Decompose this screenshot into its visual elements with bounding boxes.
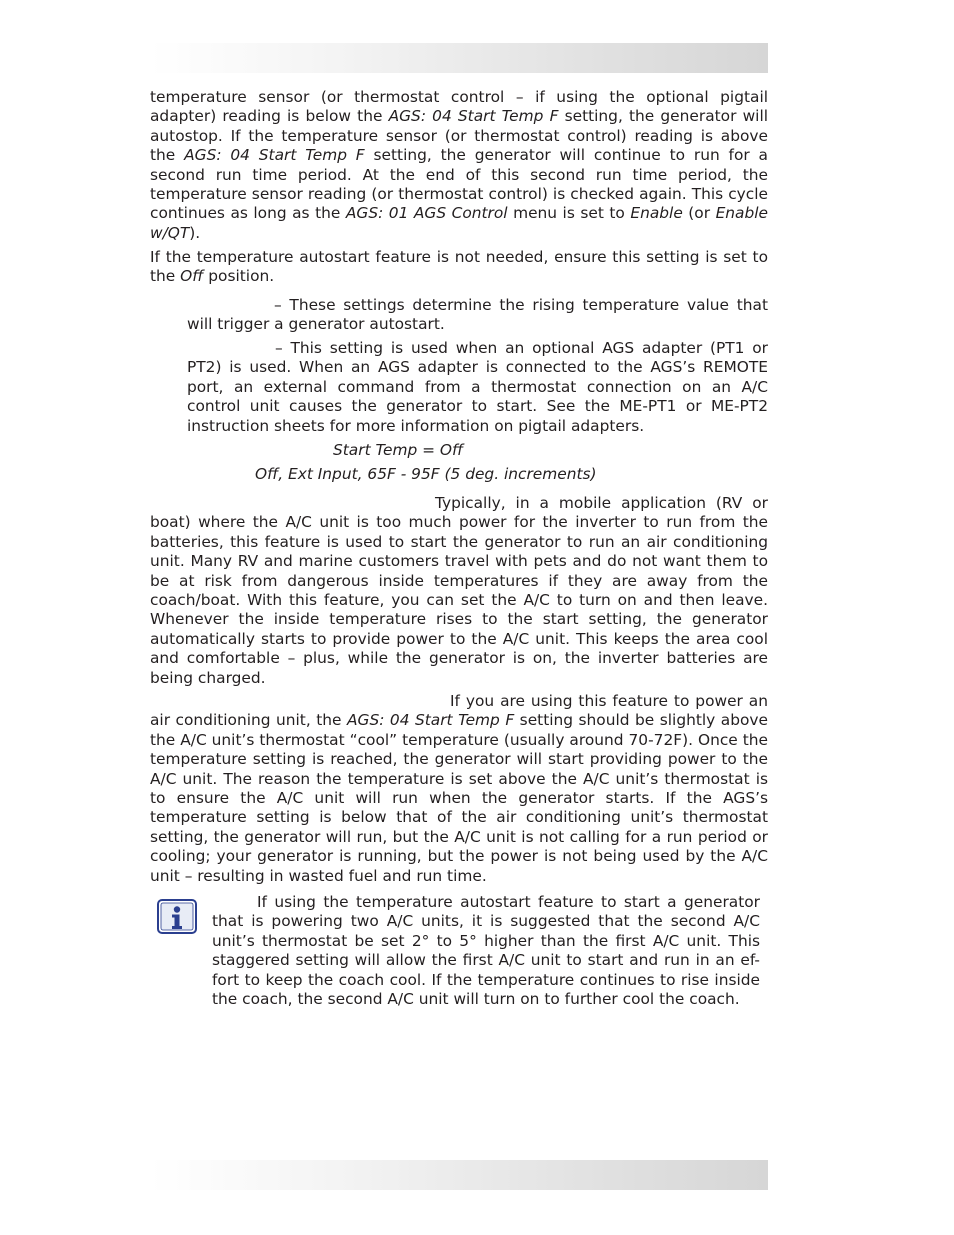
info-note xyxy=(212,893,760,1009)
menu-ref: AGS: 04 Start Temp F xyxy=(346,711,515,730)
paragraph-temp-cycle xyxy=(150,88,768,243)
bullet-text: – These settings determine the rising temperature value that will trigger a generator autostart. xyxy=(187,296,768,334)
menu-ref: AGS: 01 AGS Control xyxy=(345,204,508,223)
bullet-ext-input xyxy=(187,339,768,436)
setting-ref: Enable xyxy=(630,204,683,223)
setting-ref: Enable w/QT xyxy=(150,204,768,242)
text: Typically, in a mobile application (RV or boat) where the A/C unit is too much power for the inverter to run from the batteries, this feature is used to start the generator to run an air conditioning unit. Many RV and marine customers travel with pets and do not want them to be at risk from dangerous inside temperatures if they are away from the coach/boat. With this feature, you can set the A/C to turn on and then leave. Whenever the inside temperature rises to the start setting, the generator automatically starts to provide power to the A/C unit. This keeps the area cool and comfortable – plus, while the generator is on, the inverter batteries are being charged. xyxy=(150,494,768,687)
note-text: If using the temperature autostart feature to start a generator that is powering two A/C units, it is suggested that the second A/C unit’s thermostat be set 2° to 5° higher than the first A/C unit. This staggered setting will allow the first A/C unit to start and run in an ef-fort to keep the coach cool. If the temperature continues to rise inside the coach, the second A/C unit will turn on to further cool the coach. xyxy=(212,893,760,1009)
footer-bar xyxy=(150,1160,768,1190)
paragraph-not-needed xyxy=(150,248,768,287)
paragraph-ac-setting xyxy=(150,692,768,886)
text: menu is set to xyxy=(507,204,631,223)
text: setting should be slightly above the A/C unit’s thermostat “cool” temperature (usually around 70-72F). Once the temperature setting is reached, the generator will start providing power to the A/C unit. The reason the temperature is set above the A/C unit’s thermostat is to ensure the A/C unit will run when the generator starts. If the AGS’s temperature setting is below that of the air conditioning unit’s thermostat setting, the generator will run, but the A/C unit is not calling for a run period or cooling; your generator is running, but the power is not being used by the A/C unit – resulting in wasted fuel and run time. xyxy=(150,711,768,885)
text: If you are using this feature to power an air conditioning unit, the xyxy=(150,692,768,730)
text: setting, the generator will autostop. If the temperature sensor (or thermostat control) reading is above the xyxy=(150,107,768,165)
text: position. xyxy=(203,267,275,286)
default-setting: Start Temp = Off xyxy=(333,441,464,459)
text: temperature sensor (or thermostat control – if using the optional pigtail adapter) reading is below the xyxy=(150,88,768,126)
menu-ref: AGS: 04 Start Temp F xyxy=(184,146,365,165)
menu-ref: AGS: 04 Start Temp F xyxy=(388,107,559,126)
text: If the temperature autostart feature is not needed, ensure this setting is set to the xyxy=(150,248,768,286)
info-icon xyxy=(157,899,197,934)
setting-ref: Off xyxy=(180,267,204,286)
text: ). xyxy=(189,223,201,242)
paragraph-typical-use xyxy=(150,494,768,688)
bullet-text: – This setting is used when an optional AGS adapter (PT1 or PT2) is used. When an AGS adapter is connected to the AGS’s REMOTE port, an external command from a thermostat connection on an A/C control unit causes the generator to start. See the ME-PT1 or ME-PT2 instruction sheets for more information on pigtail adapters. xyxy=(187,339,768,435)
range-setting: Off, Ext Input, 65F - 95F (5 deg. increments) xyxy=(255,465,597,483)
header-bar xyxy=(150,43,768,73)
text: setting, the generator will continue to run for a second run time period. At the end of this second run time period, the temperature sensor reading (or thermostat control) is checked again. This cycle continues as long as the xyxy=(150,146,768,223)
bullet-temperature-settings xyxy=(187,296,768,335)
text: (or xyxy=(682,204,716,223)
